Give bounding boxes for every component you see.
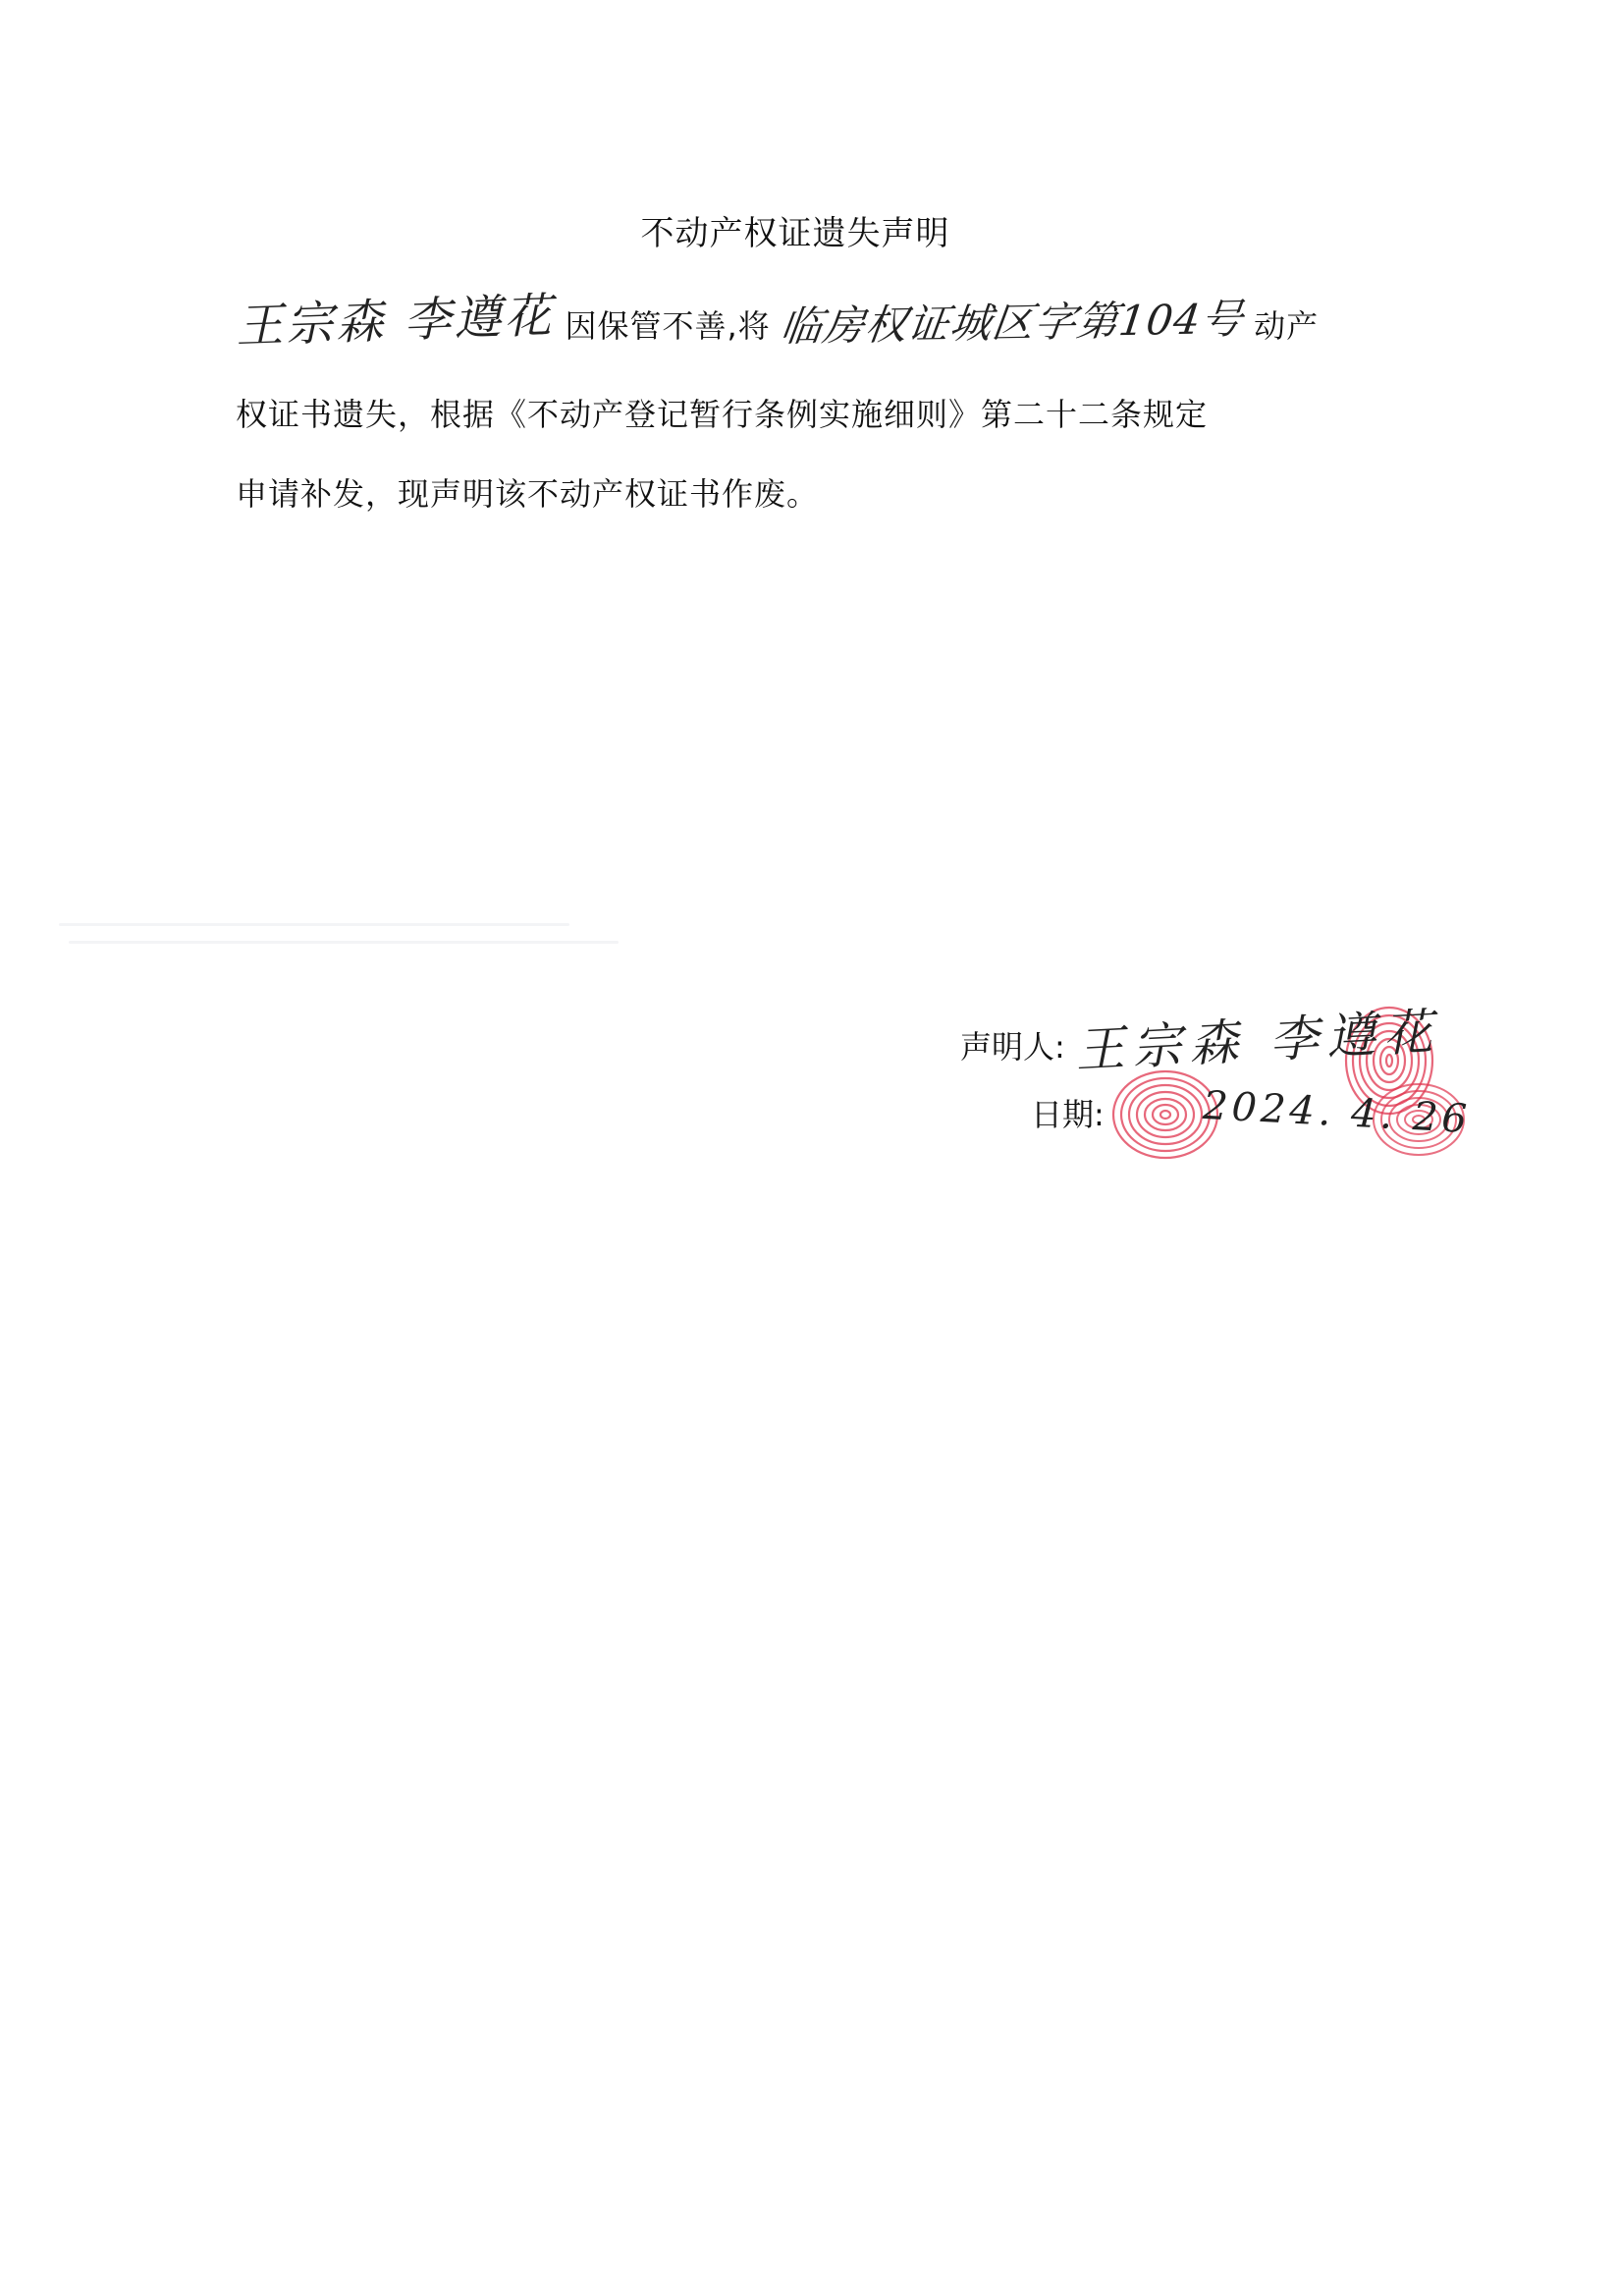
body-line-1-end: 动产	[1254, 307, 1320, 345]
declarant-label: 声明人:	[960, 1028, 1065, 1066]
body-line-3: 申请补发，现声明该不动产权证书作废。	[236, 475, 820, 513]
handwritten-certificate-number: 临房权证城区字第104号	[777, 294, 1247, 352]
body-line-1	[235, 283, 1320, 355]
scan-artifact	[59, 923, 569, 926]
date-row	[1031, 1082, 1473, 1143]
body-text-after-names: 因保管不善,将	[565, 307, 771, 345]
handwritten-owner-names: 王宗森 李遵花	[235, 288, 556, 355]
scan-artifact	[69, 941, 619, 944]
date-label: 日期:	[1031, 1096, 1105, 1133]
declarant-row	[960, 1002, 1442, 1079]
document-title: 不动产权证遗失声明	[640, 214, 950, 253]
body-line-2: 权证书遗失，根据《不动产登记暂行条例实施细则》第二十二条规定	[236, 396, 1209, 433]
date-value: 2024. 4. 26	[1201, 1082, 1473, 1143]
declarant-signature: 王宗森 李遵花	[1073, 1003, 1442, 1079]
